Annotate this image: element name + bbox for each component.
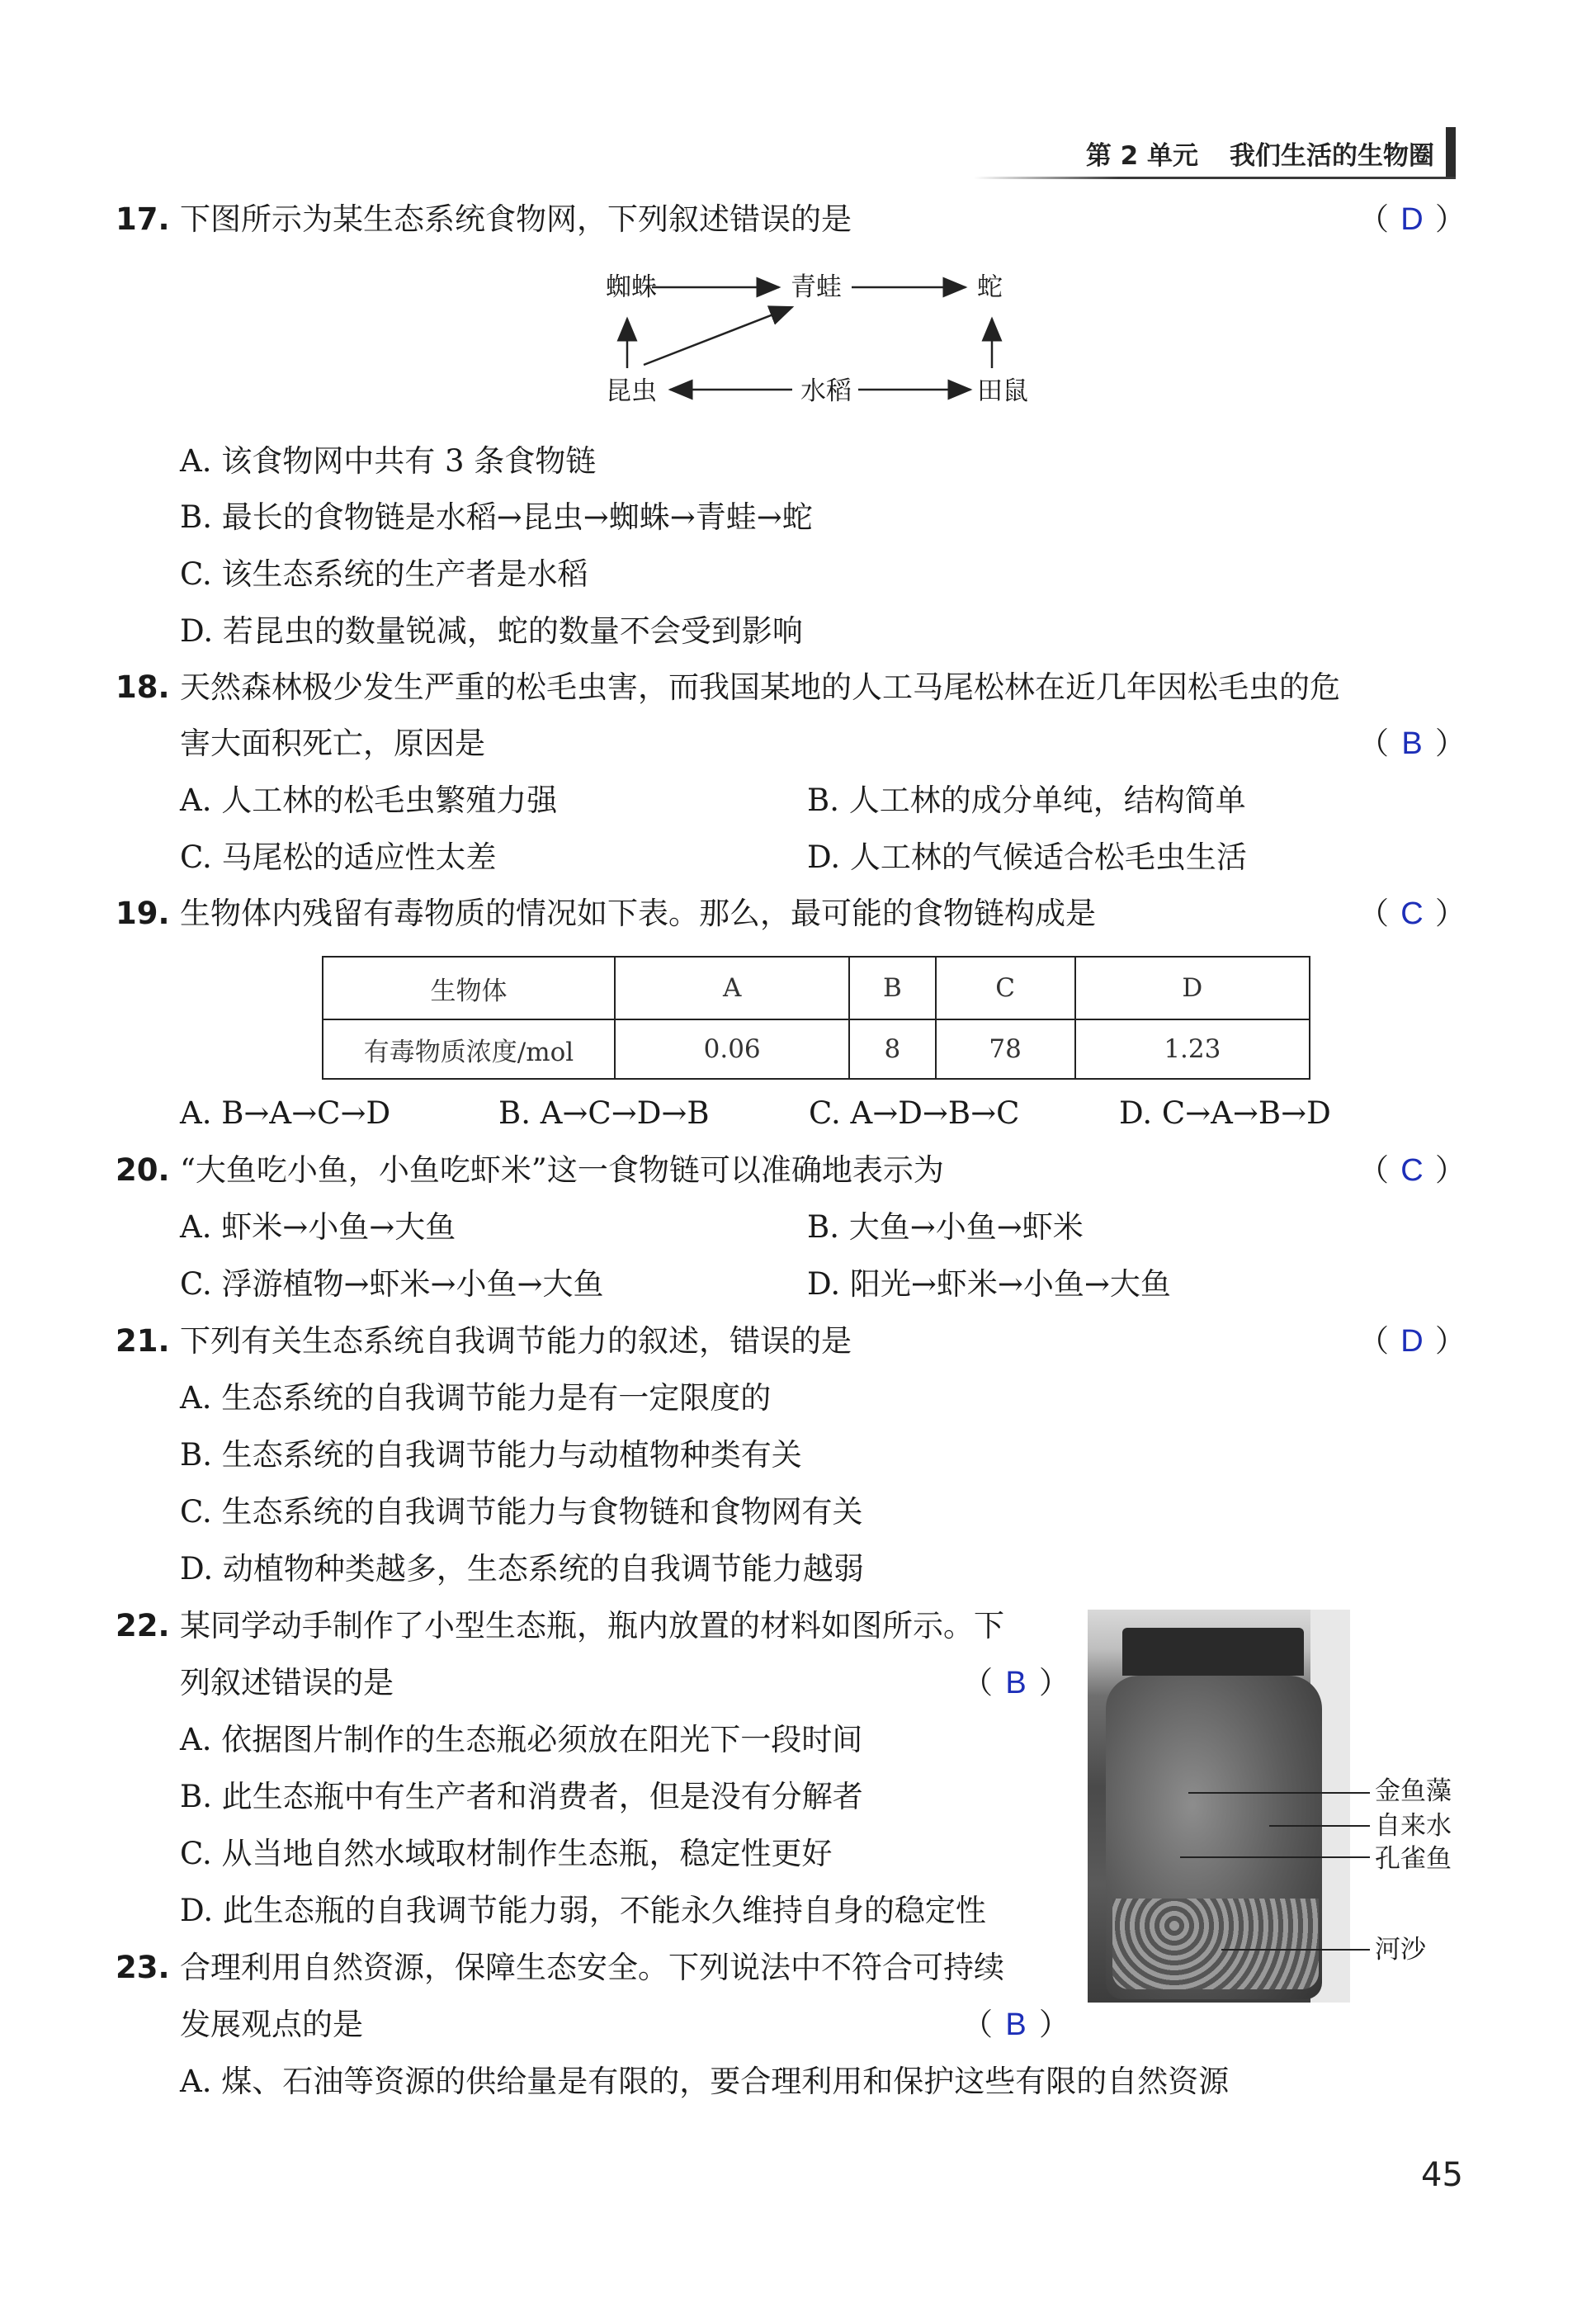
photo-label-hornwort: 金鱼藻 [1375,1776,1452,1806]
q23-option-a: A. 煤、石油等资源的供给量是有限的，要合理利用和保护这些有限的自然资源 [180,2064,1230,2099]
fw-node-snake: 蛇 [977,272,1003,302]
answer-19: （ C ） [1358,896,1466,931]
answer-letter: C [1400,896,1424,931]
question-number: 23. [116,1950,170,1985]
q20-option-d: D. 阳光→虾米→小鱼→大鱼 [807,1266,1171,1302]
q17-option-c: C. 该生态系统的生产者是水稻 [180,556,588,592]
photo-label-guppy: 孔雀鱼 [1375,1844,1452,1874]
q22-option-d: D. 此生态瓶的自我调节能力弱，不能永久维持自身的稳定性 [180,1893,986,1928]
fw-node-frog: 青蛙 [791,272,842,302]
question-number: 18. [116,669,170,705]
q19-option-a: A. B→A→C→D [180,1095,391,1131]
fw-node-insect: 昆虫 [606,376,657,406]
table-cell: 有毒物质浓度/mol [323,1019,615,1079]
answer-22: （ B ） [962,1665,1070,1700]
question-text: 合理利用自然资源，保障生态安全。下列说法中不符合可持续 [180,1950,1004,1985]
table-cell: 1.23 [1075,1019,1310,1079]
q21-option-a: A. 生态系统的自我调节能力是有一定限度的 [180,1380,772,1416]
table-cell: 8 [849,1019,935,1079]
toxin-table [322,956,1310,1080]
question-23-stem-cont: 发展观点的是 [180,2007,363,2042]
page-header [1048,125,1457,180]
table-cell: 生物体 [323,957,615,1019]
q17-option-a: A. 该食物网中共有 3 条食物链 [180,443,597,479]
q18-option-d: D. 人工林的气候适合松毛虫生活 [807,839,1247,875]
q21-option-d: D. 动植物种类越多，生态系统的自我调节能力越弱 [180,1551,864,1587]
q19-option-b: B. A→C→D→B [498,1095,710,1131]
answer-letter: D [1400,1324,1424,1359]
header-unit: 第 2 单元 [1085,140,1198,171]
fw-node-mouse: 田鼠 [977,376,1028,406]
answer-letter: C [1400,1153,1424,1188]
header-title: 我们生活的生物圈 [1230,140,1434,171]
fw-node-rice: 水稻 [800,376,852,406]
table-header-row [323,957,1310,1019]
q21-option-b: B. 生态系统的自我调节能力与动植物种类有关 [180,1437,802,1473]
photo-label-river-sand: 河沙 [1375,1935,1426,1965]
question-19-stem [116,895,1096,933]
header-rule [974,177,1456,179]
answer-letter: D [1400,202,1424,237]
question-text: 生物体内残留有毒物质的情况如下表。那么，最可能的食物链构成是 [180,896,1096,931]
question-text: 某同学动手制作了小型生态瓶，瓶内放置的材料如图所示。下 [180,1608,1004,1643]
question-number: 22. [116,1608,170,1643]
fw-node-spider: 蜘蛛 [606,272,657,302]
q18-option-a: A. 人工林的松毛虫繁殖力强 [180,783,558,818]
question-text: 下图所示为某生态系统食物网，下列叙述错误的是 [180,201,852,237]
question-23-stem [116,1949,1004,1987]
question-number: 17. [116,201,170,237]
answer-21: （ D ） [1358,1323,1466,1359]
table-cell: A [615,957,849,1019]
q18-option-b: B. 人工林的成分单纯，结构简单 [807,783,1246,818]
question-22-stem-cont: 列叙述错误的是 [180,1665,394,1700]
photo-leader-lines [1172,1766,1378,1965]
food-web-arrows [594,262,1040,428]
table-row [323,1019,1310,1079]
question-number: 20. [116,1152,170,1188]
question-20-stem [116,1152,944,1189]
q20-option-a: A. 虾米→小鱼→大鱼 [180,1209,456,1245]
question-text: 天然森林极少发生严重的松毛虫害，而我国某地的人工马尾松林在近几年因松毛虫的危 [180,669,1340,705]
q19-option-d: D. C→A→B→D [1119,1095,1331,1131]
table-cell: 0.06 [615,1019,849,1079]
question-18-stem-cont: 害大面积死亡，原因是 [180,726,485,761]
answer-17: （ D ） [1358,201,1466,237]
arrow-insect-frog [644,307,792,365]
table-cell: 78 [936,1019,1075,1079]
q18-option-c: C. 马尾松的适应性太差 [180,839,497,875]
answer-letter: B [1005,2007,1027,2042]
photo-jar-lid [1122,1628,1304,1676]
q21-option-c: C. 生态系统的自我调节能力与食物链和食物网有关 [180,1494,863,1530]
table-cell: C [936,957,1075,1019]
table-cell: D [1075,957,1310,1019]
header-bar [1446,127,1456,178]
answer-23: （ B ） [962,2007,1070,2042]
q17-option-d: D. 若昆虫的数量锐减，蛇的数量不会受到影响 [180,613,803,649]
question-17-stem [116,201,852,239]
q19-option-c: C. A→D→B→C [809,1095,1020,1131]
table-cell: B [849,957,935,1019]
question-21-stem [116,1322,852,1360]
q22-option-b: B. 此生态瓶中有生产者和消费者，但是没有分解者 [180,1779,863,1814]
question-22-stem [116,1607,1004,1645]
question-number: 19. [116,896,170,931]
q17-option-b: B. 最长的食物链是水稻→昆虫→蜘蛛→青蛙→蛇 [180,499,813,535]
answer-20: （ C ） [1358,1152,1466,1188]
q22-option-a: A. 依据图片制作的生态瓶必须放在阳光下一段时间 [180,1722,863,1757]
answer-letter: B [1005,1666,1027,1700]
question-number: 21. [116,1323,170,1359]
question-text: 下列有关生态系统自我调节能力的叙述，错误的是 [180,1323,852,1359]
q20-option-c: C. 浮游植物→虾米→小鱼→大鱼 [180,1266,604,1302]
question-text: “大鱼吃小鱼，小鱼吃虾米”这一食物链可以准确地表示为 [180,1152,944,1188]
answer-18: （ B ） [1358,726,1466,761]
photo-label-tap-water: 自来水 [1375,1811,1452,1841]
q22-option-c: C. 从当地自然水域取材制作生态瓶，稳定性更好 [180,1836,833,1871]
q20-option-b: B. 大鱼→小鱼→虾米 [807,1209,1084,1245]
page-number: 45 [1421,2156,1463,2194]
answer-letter: B [1401,726,1423,761]
question-18-stem [116,669,1340,707]
